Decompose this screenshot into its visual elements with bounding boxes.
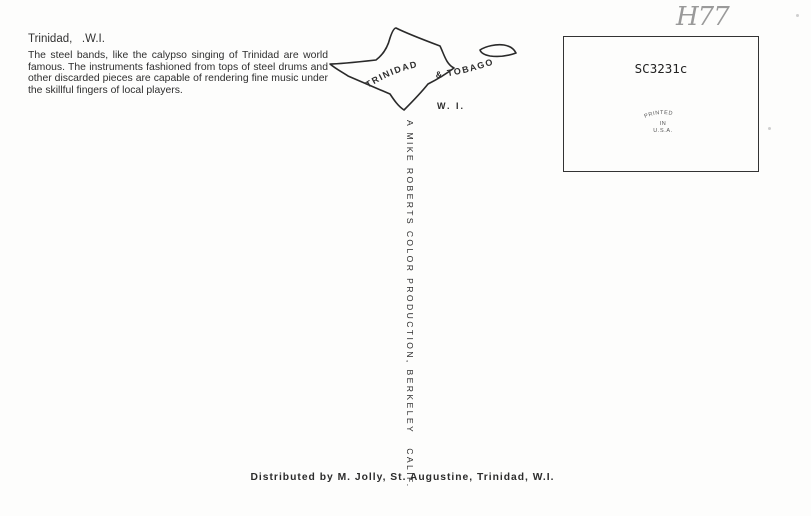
stamp-box [563,36,759,172]
paper-speck [768,127,771,130]
distributor-line: Distributed by M. Jolly, St. Augustine, Trinidad, W.I. [250,472,555,483]
stamp-code: SC3231c [634,61,688,76]
printed-line-2: IN [659,121,667,127]
paper-speck [796,14,799,17]
description-text: The steel bands, like the calypso singing of Trinidad are world famous. The instruments fashioned from tops of steel drums and other discarded pieces are capable of rendering fine music under the skillful fingers of local players. [28,50,328,96]
map-label-region: W. I. [437,101,465,111]
trinidad-tobago-map [328,24,528,119]
publisher-credit: A MIKE ROBERTS COLOR PRODUCTION, BERKELEY CALIF. [405,120,415,489]
printed-line-1: PRINTED [643,109,674,120]
map-label-tobago: & TOBAGO [434,56,496,81]
tobago-island-shape [480,45,516,57]
location-title: Trinidad, .W.I. [28,33,105,45]
handwritten-note: H77 [676,2,729,32]
printed-in-usa-mark [639,107,687,137]
map-label-trinidad: TRINIDAD [363,58,419,90]
printed-line-3: U.S.A. [653,128,673,134]
